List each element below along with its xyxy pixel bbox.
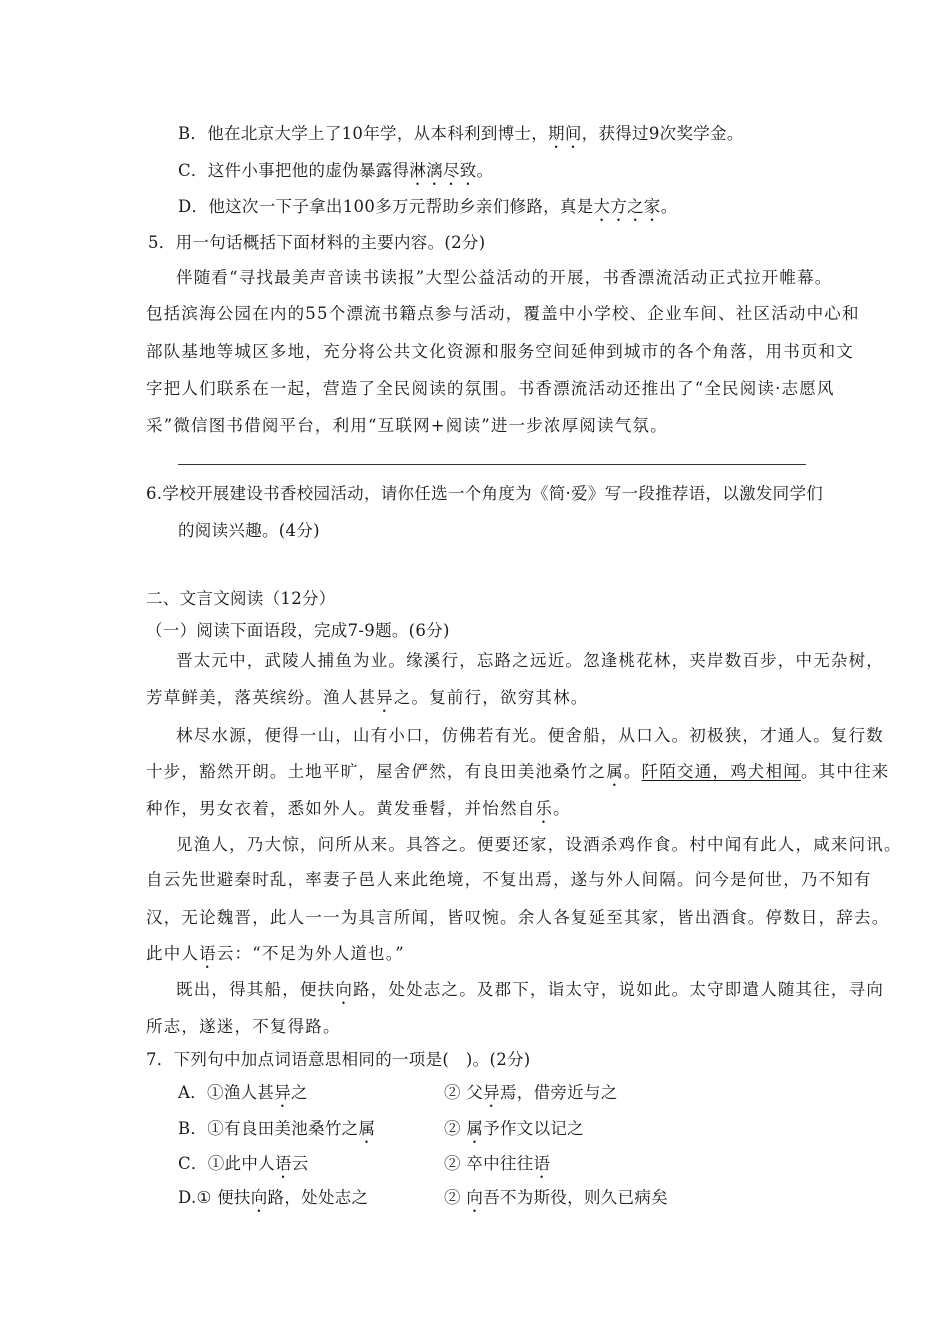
- passage-dotted-word: 语: [199, 944, 217, 963]
- passage-p1-line-1: 晋太元中，武陵人捕鱼为业。缘溪行，忘路之远近。忽逢桃花林，夹岸数百步，中无杂树，: [176, 651, 884, 670]
- q4-option-d-post: 。: [660, 197, 678, 216]
- section-2-subtitle: （一）阅读下面语段，完成7-9题。(6分): [146, 621, 450, 640]
- passage-underlined-phrase: 阡陌交通，鸡犬相闻: [641, 762, 801, 781]
- passage-p3-line-1: 见渔人，乃大惊，问所从来。具答之。便要还家，设酒杀鸡作食。村中闻有此人，咸来问讯。: [176, 835, 902, 854]
- passage-text: 之。复前行，欲穷其林。: [393, 688, 589, 707]
- q7-option-a-left: [178, 1082, 308, 1111]
- option-text: ②: [444, 1188, 467, 1207]
- passage-text: 芳草鲜美，落英缤纷。渔人甚: [146, 688, 377, 707]
- q4-option-d: [178, 196, 678, 225]
- q7-option-b-right: [444, 1118, 584, 1147]
- passage-text: 。其中往来: [800, 762, 890, 781]
- q7-option-c-left: [178, 1153, 309, 1182]
- passage-p3-line-2: 自云先世避秦时乱，率妻子邑人来此绝境，不复出焉，遂与外人间隔。问今是何世，乃不知有: [146, 870, 872, 889]
- passage-p2-line-1: 林尽水源，便得一山，山有小口，仿佛若有光。便舍船，从口入。初极狭，才通人。复行数: [176, 726, 884, 745]
- passage-p2-line-3: [146, 798, 571, 827]
- passage-dotted-word: 异: [376, 688, 394, 707]
- q5-line-2: 包括滨海公园在内的55个漂流书籍点参与活动，覆盖中小学校、企业车间、社区活动中心和: [146, 304, 860, 323]
- q4-option-c-pre: C．这件小事把他的虚伪暴露得: [178, 161, 410, 180]
- option-dotted-word: 语: [274, 1154, 292, 1173]
- option-text: D.① 便扶: [178, 1188, 251, 1207]
- option-text: ②: [444, 1119, 467, 1138]
- q4-option-c-dotted: 淋漓尽致: [409, 161, 477, 180]
- option-text: ② 父: [444, 1083, 484, 1102]
- passage-text: 十步，豁然开朗。土地平旷，屋舍俨然，有良田美池桑竹之: [146, 762, 607, 781]
- q4-option-d-pre: D．他这次一下子拿出100多万元帮助乡亲们修路，真是: [178, 197, 594, 216]
- passage-dotted-word: 乐: [535, 799, 554, 818]
- q7-option-d-right: [444, 1187, 668, 1216]
- option-text: 予作文以记之: [483, 1119, 584, 1138]
- option-dotted-word: 语: [533, 1154, 551, 1173]
- option-text: B．①有良田美池桑竹之: [178, 1119, 359, 1138]
- option-text: 焉，借旁近与之: [499, 1083, 618, 1102]
- q4-option-b: [178, 123, 744, 152]
- option-dotted-word: 向: [250, 1188, 268, 1207]
- passage-text: 此中人: [146, 944, 200, 963]
- q4-option-c-post: 。: [476, 161, 494, 180]
- q6-line-1: 6.学校开展建设书香校园活动，请你任选一个角度为《简·爱》写一段推荐语，以激发同学们: [146, 484, 824, 503]
- passage-p1-line-2: [146, 687, 589, 716]
- passage-text: 路，处处志之。及郡下，诣太守，说如此。太守即遣人随其往，寻向: [353, 980, 885, 999]
- option-dotted-word: 属: [358, 1119, 376, 1138]
- q5-line-1: 伴随看“寻找最美声音读书读报”大型公益活动的开展，书香漂流活动正式拉开帷幕。: [176, 268, 833, 287]
- q5-answer-line[interactable]: [178, 464, 806, 465]
- option-dotted-word: 属: [466, 1119, 484, 1138]
- q4-option-d-dotted: 大方之家: [593, 197, 661, 216]
- q4-option-b-pre: B．他在北京大学上了10年学，从本科利到博士，: [178, 124, 549, 143]
- q4-option-c: [178, 160, 493, 189]
- q7-option-d-left: [178, 1187, 368, 1216]
- passage-text: 既出，得其船，便扶: [176, 980, 336, 999]
- q4-option-b-dotted: 期间: [548, 124, 582, 143]
- q5-line-5: 采”微信图书借阅平台，利用“互联网+阅读”进一步浓厚阅读气氛。: [146, 416, 668, 435]
- option-text: 路，处处志之: [267, 1188, 369, 1207]
- passage-p4-line-2: 所志，遂迷，不复得路。: [146, 1017, 341, 1036]
- q5-title: 5．用一句话概括下面材料的主要内容。(2分): [148, 233, 486, 252]
- option-text: 吾不为斯役，则久已病矣: [483, 1188, 668, 1207]
- option-text: 云: [291, 1154, 309, 1173]
- passage-text: 。: [623, 762, 642, 781]
- q6-line-2: 的阅读兴趣。(4分): [178, 521, 320, 540]
- passage-text: 。: [553, 799, 571, 818]
- q7-title: 7．下列句中加点词语意思相同的一项是( )。(2分): [146, 1050, 531, 1069]
- passage-text: 云：“不足为外人道也。”: [216, 944, 405, 963]
- passage-dotted-word: 属: [606, 762, 624, 781]
- q7-option-b-left: [178, 1118, 375, 1147]
- passage-dotted-word: 向: [335, 980, 354, 999]
- passage-p2-line-2: [146, 761, 889, 790]
- q7-option-c-right: [444, 1153, 550, 1182]
- passage-p4-line-1: [176, 979, 884, 1008]
- option-dotted-word: 向: [466, 1188, 484, 1207]
- passage-text: 种作，男女衣着，悉如外人。黄发垂髫，并怡然自: [146, 799, 536, 818]
- section-2-title: 二、文言文阅读（12分）: [146, 589, 336, 608]
- option-dotted-word: 异: [483, 1083, 500, 1102]
- passage-p3-line-3: 汉，无论魏晋，此人一一为具言所闻，皆叹惋。余人各复延至其家，皆出酒食。停数日，辞去。: [146, 908, 890, 927]
- option-text: C．①此中人: [178, 1154, 275, 1173]
- passage-p3-line-4: [146, 943, 405, 972]
- option-dotted-word: 异: [274, 1083, 292, 1102]
- option-text: 之: [291, 1083, 308, 1102]
- q7-option-a-right: [444, 1082, 618, 1111]
- q5-line-3: 部队基地等城区多地，充分将公共文化资源和服务空间延伸到城市的各个角落，用书页和文: [146, 342, 854, 361]
- option-text: A．①渔人甚: [178, 1083, 275, 1102]
- q5-line-4: 字把人们联系在一起，营造了全民阅读的氛围。书香漂流活动还推出了“全民阅读·志愿风: [146, 379, 835, 398]
- option-text: ② 卒中往往: [444, 1154, 534, 1173]
- q4-option-b-post: ，获得过9次奖学金。: [581, 124, 744, 143]
